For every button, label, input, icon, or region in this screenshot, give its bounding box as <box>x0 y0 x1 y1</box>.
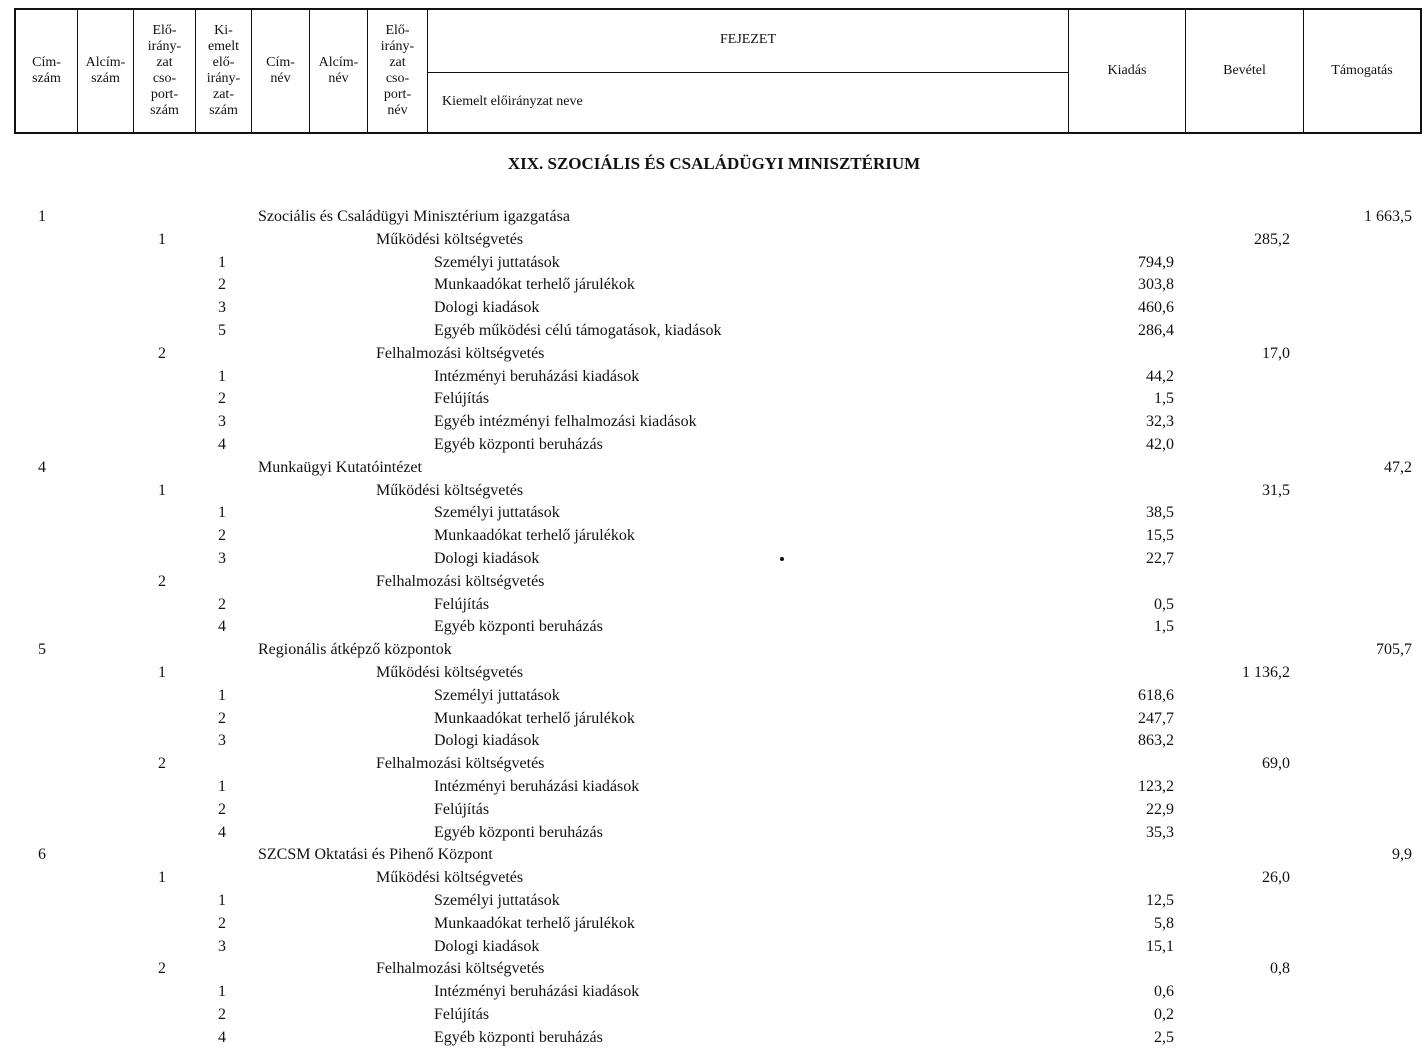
table-row <box>0 274 1428 296</box>
row-number: 3 <box>218 732 226 750</box>
header-eloiranyzat-csoport-szam: Elő- irány- zat cso- port- szám <box>134 10 196 132</box>
kiadas-value: 12,5 <box>1146 892 1174 909</box>
table-header <box>14 8 1422 134</box>
table-row <box>0 252 1428 274</box>
kiadas-value: 15,1 <box>1146 937 1174 955</box>
row-label: Dologi kiadások <box>434 732 540 750</box>
table-row <box>0 229 1428 251</box>
row-number: 3 <box>218 937 226 955</box>
row-number: 1 <box>218 253 226 271</box>
row-number: 2 <box>218 390 226 408</box>
bevetel-value: 31,5 <box>1262 481 1290 499</box>
table-row <box>0 297 1428 319</box>
row-label: Felújítás <box>434 800 490 818</box>
kiadas-value: 863,2 <box>1138 732 1174 750</box>
row-number: 2 <box>158 755 166 773</box>
row-label: Egyéb központi beruházás <box>434 1028 603 1046</box>
row-number: 5 <box>218 322 226 339</box>
row-number: 2 <box>218 595 226 613</box>
row-number: 2 <box>158 344 166 362</box>
row-label: Dologi kiadások <box>434 937 540 955</box>
kiadas-value: 2,5 <box>1154 1028 1174 1046</box>
kiadas-value: 22,9 <box>1146 800 1174 818</box>
row-label: Dologi kiadások <box>434 299 540 317</box>
row-label: Személyi juttatások <box>434 504 560 522</box>
row-number: 1 <box>218 686 226 704</box>
scan-speck <box>780 557 784 561</box>
table-row <box>0 913 1428 935</box>
table-row <box>0 685 1428 707</box>
kiadas-value: 247,7 <box>1138 709 1174 727</box>
header-cimnev: Cím- név <box>252 10 310 132</box>
bevetel-value: 26,0 <box>1262 869 1290 887</box>
table-row <box>0 571 1428 593</box>
table-row <box>0 525 1428 547</box>
table-row <box>0 366 1428 388</box>
table-row <box>0 639 1428 661</box>
row-label: Felújítás <box>434 390 490 408</box>
table-row <box>0 822 1428 844</box>
row-number: 5 <box>38 641 46 659</box>
row-label: Egyéb intézményi felhalmozási kiadások <box>434 413 697 431</box>
row-label: Munkaadókat terhelő járulékok <box>434 527 635 545</box>
table-row <box>0 867 1428 889</box>
row-label: Munkaügyi Kutatóintézet <box>258 458 422 476</box>
bevetel-value: 69,0 <box>1262 755 1290 773</box>
kiadas-value: 44,2 <box>1146 367 1174 385</box>
header-kiemelt-eloiranyzat-szam: Ki- emelt elő- irány- zat- szám <box>196 10 252 132</box>
header-divider <box>428 72 1068 73</box>
page-title: XIX. SZOCIÁLIS ÉS CSALÁDÜGYI MINISZTÉRIUM <box>507 154 921 173</box>
bevetel-value: 17,0 <box>1262 344 1290 362</box>
tamogatas-value: 9,9 <box>1392 846 1412 864</box>
header-cimszam: Cím- szám <box>16 10 78 132</box>
bevetel-value: 0,8 <box>1270 960 1290 978</box>
row-number: 1 <box>218 778 226 795</box>
row-label: Működési költségvetés <box>376 869 524 887</box>
row-number: 1 <box>218 892 226 909</box>
table-row <box>0 320 1428 342</box>
row-number: 4 <box>38 458 46 476</box>
kiadas-value: 0,5 <box>1154 595 1174 613</box>
table-row <box>0 594 1428 616</box>
header-kiadas: Kiadás <box>1068 10 1186 132</box>
row-number: 1 <box>158 481 166 499</box>
table-row <box>0 753 1428 775</box>
table-row <box>0 662 1428 684</box>
row-number: 4 <box>218 1028 226 1046</box>
row-number: 4 <box>218 618 226 636</box>
row-label: Intézményi beruházási kiadások <box>434 778 640 795</box>
table-row <box>0 434 1428 456</box>
row-number: 1 <box>158 230 166 248</box>
kiadas-value: 15,5 <box>1146 527 1174 545</box>
table-row <box>0 799 1428 821</box>
row-label: Dologi kiadások <box>434 550 540 567</box>
row-number: 4 <box>218 823 226 841</box>
row-number: 3 <box>218 413 226 431</box>
table-row <box>0 457 1428 479</box>
kiadas-value: 286,4 <box>1138 322 1174 339</box>
header-alcimszam: Alcím- szám <box>78 10 134 132</box>
bevetel-value: 1 136,2 <box>1242 664 1290 681</box>
table-row <box>0 981 1428 1003</box>
kiadas-value: 32,3 <box>1146 413 1174 431</box>
row-number: 1 <box>218 504 226 522</box>
table-row <box>0 708 1428 730</box>
row-number: 2 <box>218 276 226 294</box>
table-row <box>0 936 1428 958</box>
row-label: Felújítás <box>434 1006 490 1023</box>
row-number: 3 <box>218 550 226 567</box>
row-label: Egyéb központi beruházás <box>434 618 603 636</box>
row-label: Felújítás <box>434 595 490 613</box>
table-row <box>0 958 1428 980</box>
kiadas-value: 22,7 <box>1146 550 1174 567</box>
kiadas-value: 38,5 <box>1146 504 1174 522</box>
row-number: 2 <box>218 914 226 932</box>
row-label: Működési költségvetés <box>376 481 524 499</box>
tamogatas-value: 705,7 <box>1376 641 1412 659</box>
row-number: 1 <box>218 983 226 1001</box>
kiadas-value: 303,8 <box>1138 276 1174 294</box>
row-label: Egyéb központi beruházás <box>434 823 603 841</box>
row-label: Felhalmozási költségvetés <box>376 960 545 978</box>
row-number: 1 <box>38 208 46 225</box>
header-alcimnev: Alcím- név <box>310 10 368 132</box>
row-number: 6 <box>38 846 46 864</box>
kiadas-value: 1,5 <box>1154 618 1174 636</box>
row-number: 2 <box>158 572 166 590</box>
row-label: Munkaadókat terhelő járulékok <box>434 914 635 932</box>
row-number: 2 <box>218 800 226 818</box>
row-number: 4 <box>218 436 226 453</box>
header-fejezet: FEJEZET <box>720 32 776 47</box>
table-row <box>0 730 1428 752</box>
kiadas-value: 618,6 <box>1138 686 1174 704</box>
row-label: Személyi juttatások <box>434 686 560 704</box>
row-label: Egyéb működési célú támogatások, kiadások <box>434 322 722 339</box>
row-label: SZCSM Oktatási és Pihenő Központ <box>258 846 493 864</box>
kiadas-value: 0,2 <box>1154 1006 1174 1023</box>
row-number: 2 <box>158 960 166 978</box>
kiadas-value: 123,2 <box>1138 778 1174 795</box>
row-number: 1 <box>158 869 166 887</box>
row-number: 2 <box>218 527 226 545</box>
kiadas-value: 460,6 <box>1138 299 1174 317</box>
row-label: Felhalmozási költségvetés <box>376 344 545 362</box>
row-label: Felhalmozási költségvetés <box>376 755 545 773</box>
table-row <box>0 1004 1428 1026</box>
row-label: Egyéb központi beruházás <box>434 436 603 453</box>
row-label: Regionális átképző központok <box>258 641 452 659</box>
table-row <box>0 776 1428 798</box>
table-row <box>0 206 1428 228</box>
table-row <box>0 1027 1428 1049</box>
kiadas-value: 5,8 <box>1154 914 1174 932</box>
row-number: 2 <box>218 709 226 727</box>
header-bevetel: Bevétel <box>1186 10 1304 132</box>
kiadas-value: 1,5 <box>1154 390 1174 408</box>
tamogatas-value: 47,2 <box>1384 458 1412 476</box>
kiadas-value: 35,3 <box>1146 823 1174 841</box>
table-row <box>0 388 1428 410</box>
header-kiemelt-nev: Kiemelt előirányzat neve <box>442 94 583 109</box>
row-label: Személyi juttatások <box>434 892 560 909</box>
row-label: Szociális és Családügyi Minisztérium igazgatása <box>258 208 570 225</box>
row-label: Munkaadókat terhelő járulékok <box>434 276 635 294</box>
row-label: Intézményi beruházási kiadások <box>434 367 640 385</box>
row-number: 3 <box>218 299 226 317</box>
table-row <box>0 548 1428 570</box>
bevetel-value: 285,2 <box>1254 230 1290 248</box>
kiadas-value: 794,9 <box>1138 253 1174 271</box>
row-label: Felhalmozási költségvetés <box>376 572 545 590</box>
kiadas-value: 0,6 <box>1154 983 1174 1001</box>
table-row <box>0 616 1428 638</box>
header-tamogatas: Támogatás <box>1331 63 1393 78</box>
tamogatas-value: 1 663,5 <box>1364 208 1412 225</box>
kiadas-value: 42,0 <box>1146 436 1174 453</box>
table-row <box>0 502 1428 524</box>
table-row <box>0 480 1428 502</box>
row-label: Intézményi beruházási kiadások <box>434 983 640 1001</box>
header-eloiranyzat-csoport-nev: Elő- irány- zat cso- port- név <box>368 10 428 132</box>
row-label: Munkaadókat terhelő járulékok <box>434 709 635 727</box>
table-row <box>0 411 1428 433</box>
row-label: Személyi juttatások <box>434 253 560 271</box>
table-row <box>0 343 1428 365</box>
table-row <box>0 844 1428 866</box>
row-number: 2 <box>218 1006 226 1023</box>
row-label: Működési költségvetés <box>376 230 524 248</box>
row-number: 1 <box>158 664 166 681</box>
table-row <box>0 890 1428 912</box>
row-label: Működési költségvetés <box>376 664 524 681</box>
row-number: 1 <box>218 367 226 385</box>
